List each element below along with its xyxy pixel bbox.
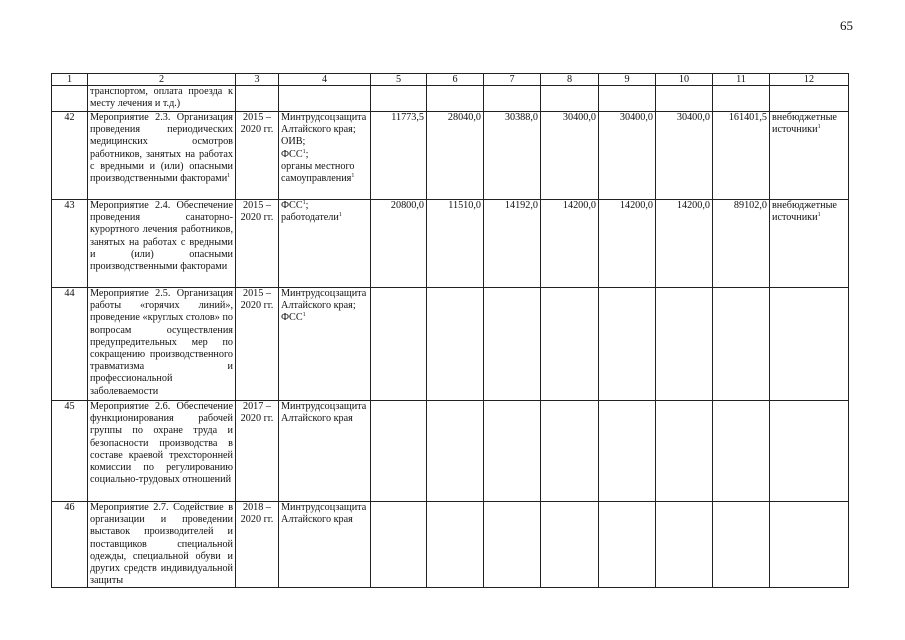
- footnote-mark: 1: [302, 312, 306, 319]
- measure-description: Мероприятие 2.3. Организация проведения периодических медицинских осмотров работников, занятых на работах с вредными и (или) опасными производственными факторами$^1$: [88, 112, 236, 200]
- funding-value: 30388,0: [484, 112, 541, 200]
- funding-value: [656, 401, 713, 502]
- funding-source: [770, 401, 849, 502]
- funding-value: [371, 288, 427, 401]
- funding-value: [713, 502, 770, 588]
- header-cell: 10: [656, 74, 713, 86]
- continuation-desc: транспортом, оплата проезда к месту лечения и т.д.): [88, 86, 236, 112]
- row-number: 44: [52, 288, 88, 401]
- header-cell: 2: [88, 74, 236, 86]
- funding-source: внебюджетные источники$^1$: [770, 200, 849, 288]
- continuation-row: [52, 86, 849, 112]
- funding-value: [427, 288, 484, 401]
- executor-line: работодатели$^1$: [281, 212, 342, 224]
- header-cell: 9: [599, 74, 656, 86]
- funding-value: [656, 502, 713, 588]
- funding-value: [713, 288, 770, 401]
- executors: [279, 288, 371, 401]
- implementation-years: 2015 – 2020 гг.: [236, 288, 279, 401]
- page-number: 65: [840, 18, 853, 33]
- measure-description: Мероприятие 2.5. Организация работы «горячих линий», проведение «круглых столов» по вопросам осуществления предупредительных мер по сокращению производственного травматизма и профессиональной заболеваемости: [88, 288, 236, 401]
- header-cell: 6: [427, 74, 484, 86]
- executor-line: органы местного самоуправления$^1$: [281, 160, 355, 185]
- funding-value: [427, 502, 484, 588]
- funding-value: [599, 288, 656, 401]
- funding-value: [427, 401, 484, 502]
- funding-value: [371, 401, 427, 502]
- executors: [279, 502, 371, 588]
- funding-value: [599, 401, 656, 502]
- funding-source: внебюджетные источники$^1$: [770, 112, 849, 200]
- header-cell: 3: [236, 74, 279, 86]
- executor-line: Минтрудсоцзащита Алтайского края: [281, 401, 367, 425]
- funding-value: 30400,0: [541, 112, 599, 200]
- executor-line: ФСС$^1$;: [281, 148, 309, 160]
- funding-value: [656, 288, 713, 401]
- footnote-mark: 1: [338, 212, 342, 219]
- funding-value: 30400,0: [599, 112, 656, 200]
- funding-value: 28040,0: [427, 112, 484, 200]
- funding-value: [599, 502, 656, 588]
- executor-line: Минтрудсоцзащита Алтайского края;: [281, 288, 367, 312]
- implementation-years: 2015 – 2020 гг.: [236, 112, 279, 200]
- funding-value: 14200,0: [599, 200, 656, 288]
- funding-value: 14200,0: [541, 200, 599, 288]
- funding-value: 161401,5: [713, 112, 770, 200]
- funding-value: [484, 288, 541, 401]
- header-cell: 12: [770, 74, 849, 86]
- header-cell: 1: [52, 74, 88, 86]
- funding-value: 11510,0: [427, 200, 484, 288]
- funding-value: [713, 401, 770, 502]
- row-number: 42: [52, 112, 88, 200]
- executors: [279, 112, 371, 200]
- funding-value: [541, 401, 599, 502]
- measure-description: Мероприятие 2.6. Обеспечение функционирования рабочей группы по охране труда и безопасности производства в составе краевой трехсторонней комиссии по регулированию социально-трудовых отношений: [88, 401, 236, 502]
- footnote-mark: 1: [817, 212, 821, 219]
- header-cell: 7: [484, 74, 541, 86]
- funding-value: [484, 502, 541, 588]
- funding-value: 20800,0: [371, 200, 427, 288]
- header-row: [52, 74, 849, 86]
- table-row: [52, 401, 849, 502]
- funding-value: 30400,0: [656, 112, 713, 200]
- footnote-mark: 1: [351, 173, 355, 180]
- implementation-years: 2017 – 2020 гг.: [236, 401, 279, 502]
- funding-value: 89102,0: [713, 200, 770, 288]
- funding-value: 14200,0: [656, 200, 713, 288]
- executor-line: ФСС$^1$: [281, 312, 306, 324]
- measures-table: [51, 73, 849, 588]
- row-number: 43: [52, 200, 88, 288]
- executors: [279, 401, 371, 502]
- measure-description: Мероприятие 2.4. Обеспечение проведения санаторно-курортного лечения работников, занятых на работах с вредными и (или) опасными производственными факторами: [88, 200, 236, 288]
- table-row: [52, 502, 849, 588]
- row-number: 45: [52, 401, 88, 502]
- footnote-mark: 1: [302, 148, 306, 155]
- funding-value: [371, 502, 427, 588]
- funding-value: 11773,5: [371, 112, 427, 200]
- table-row: [52, 112, 849, 200]
- header-cell: 11: [713, 74, 770, 86]
- footnote-mark: 1: [302, 200, 306, 206]
- executor-line: Минтрудсоцзащита Алтайского края;: [281, 112, 367, 136]
- row-number: 46: [52, 502, 88, 588]
- funding-value: [541, 502, 599, 588]
- executor-line: Минтрудсоцзащита Алтайского края: [281, 502, 367, 526]
- header-cell: 5: [371, 74, 427, 86]
- funding-source: [770, 288, 849, 401]
- executors: [279, 200, 371, 288]
- funding-value: 14192,0: [484, 200, 541, 288]
- executor-line: ФСС$^1$;: [281, 200, 309, 211]
- header-cell: 4: [279, 74, 371, 86]
- funding-value: [541, 288, 599, 401]
- footnote-mark: 1: [227, 173, 231, 180]
- measure-description: Мероприятие 2.7. Содействие в организации и проведении выставок производителей и поставщиков специальной одежды, специальной обуви и других средств индивидуальной защиты: [88, 502, 236, 588]
- funding-source: [770, 502, 849, 588]
- footnote-mark: 1: [817, 124, 821, 131]
- implementation-years: 2015 – 2020 гг.: [236, 200, 279, 288]
- implementation-years: 2018 – 2020 гг.: [236, 502, 279, 588]
- funding-value: [484, 401, 541, 502]
- table-row: [52, 288, 849, 401]
- header-cell: 8: [541, 74, 599, 86]
- executor-line: ОИВ;: [281, 136, 306, 148]
- table-row: [52, 200, 849, 288]
